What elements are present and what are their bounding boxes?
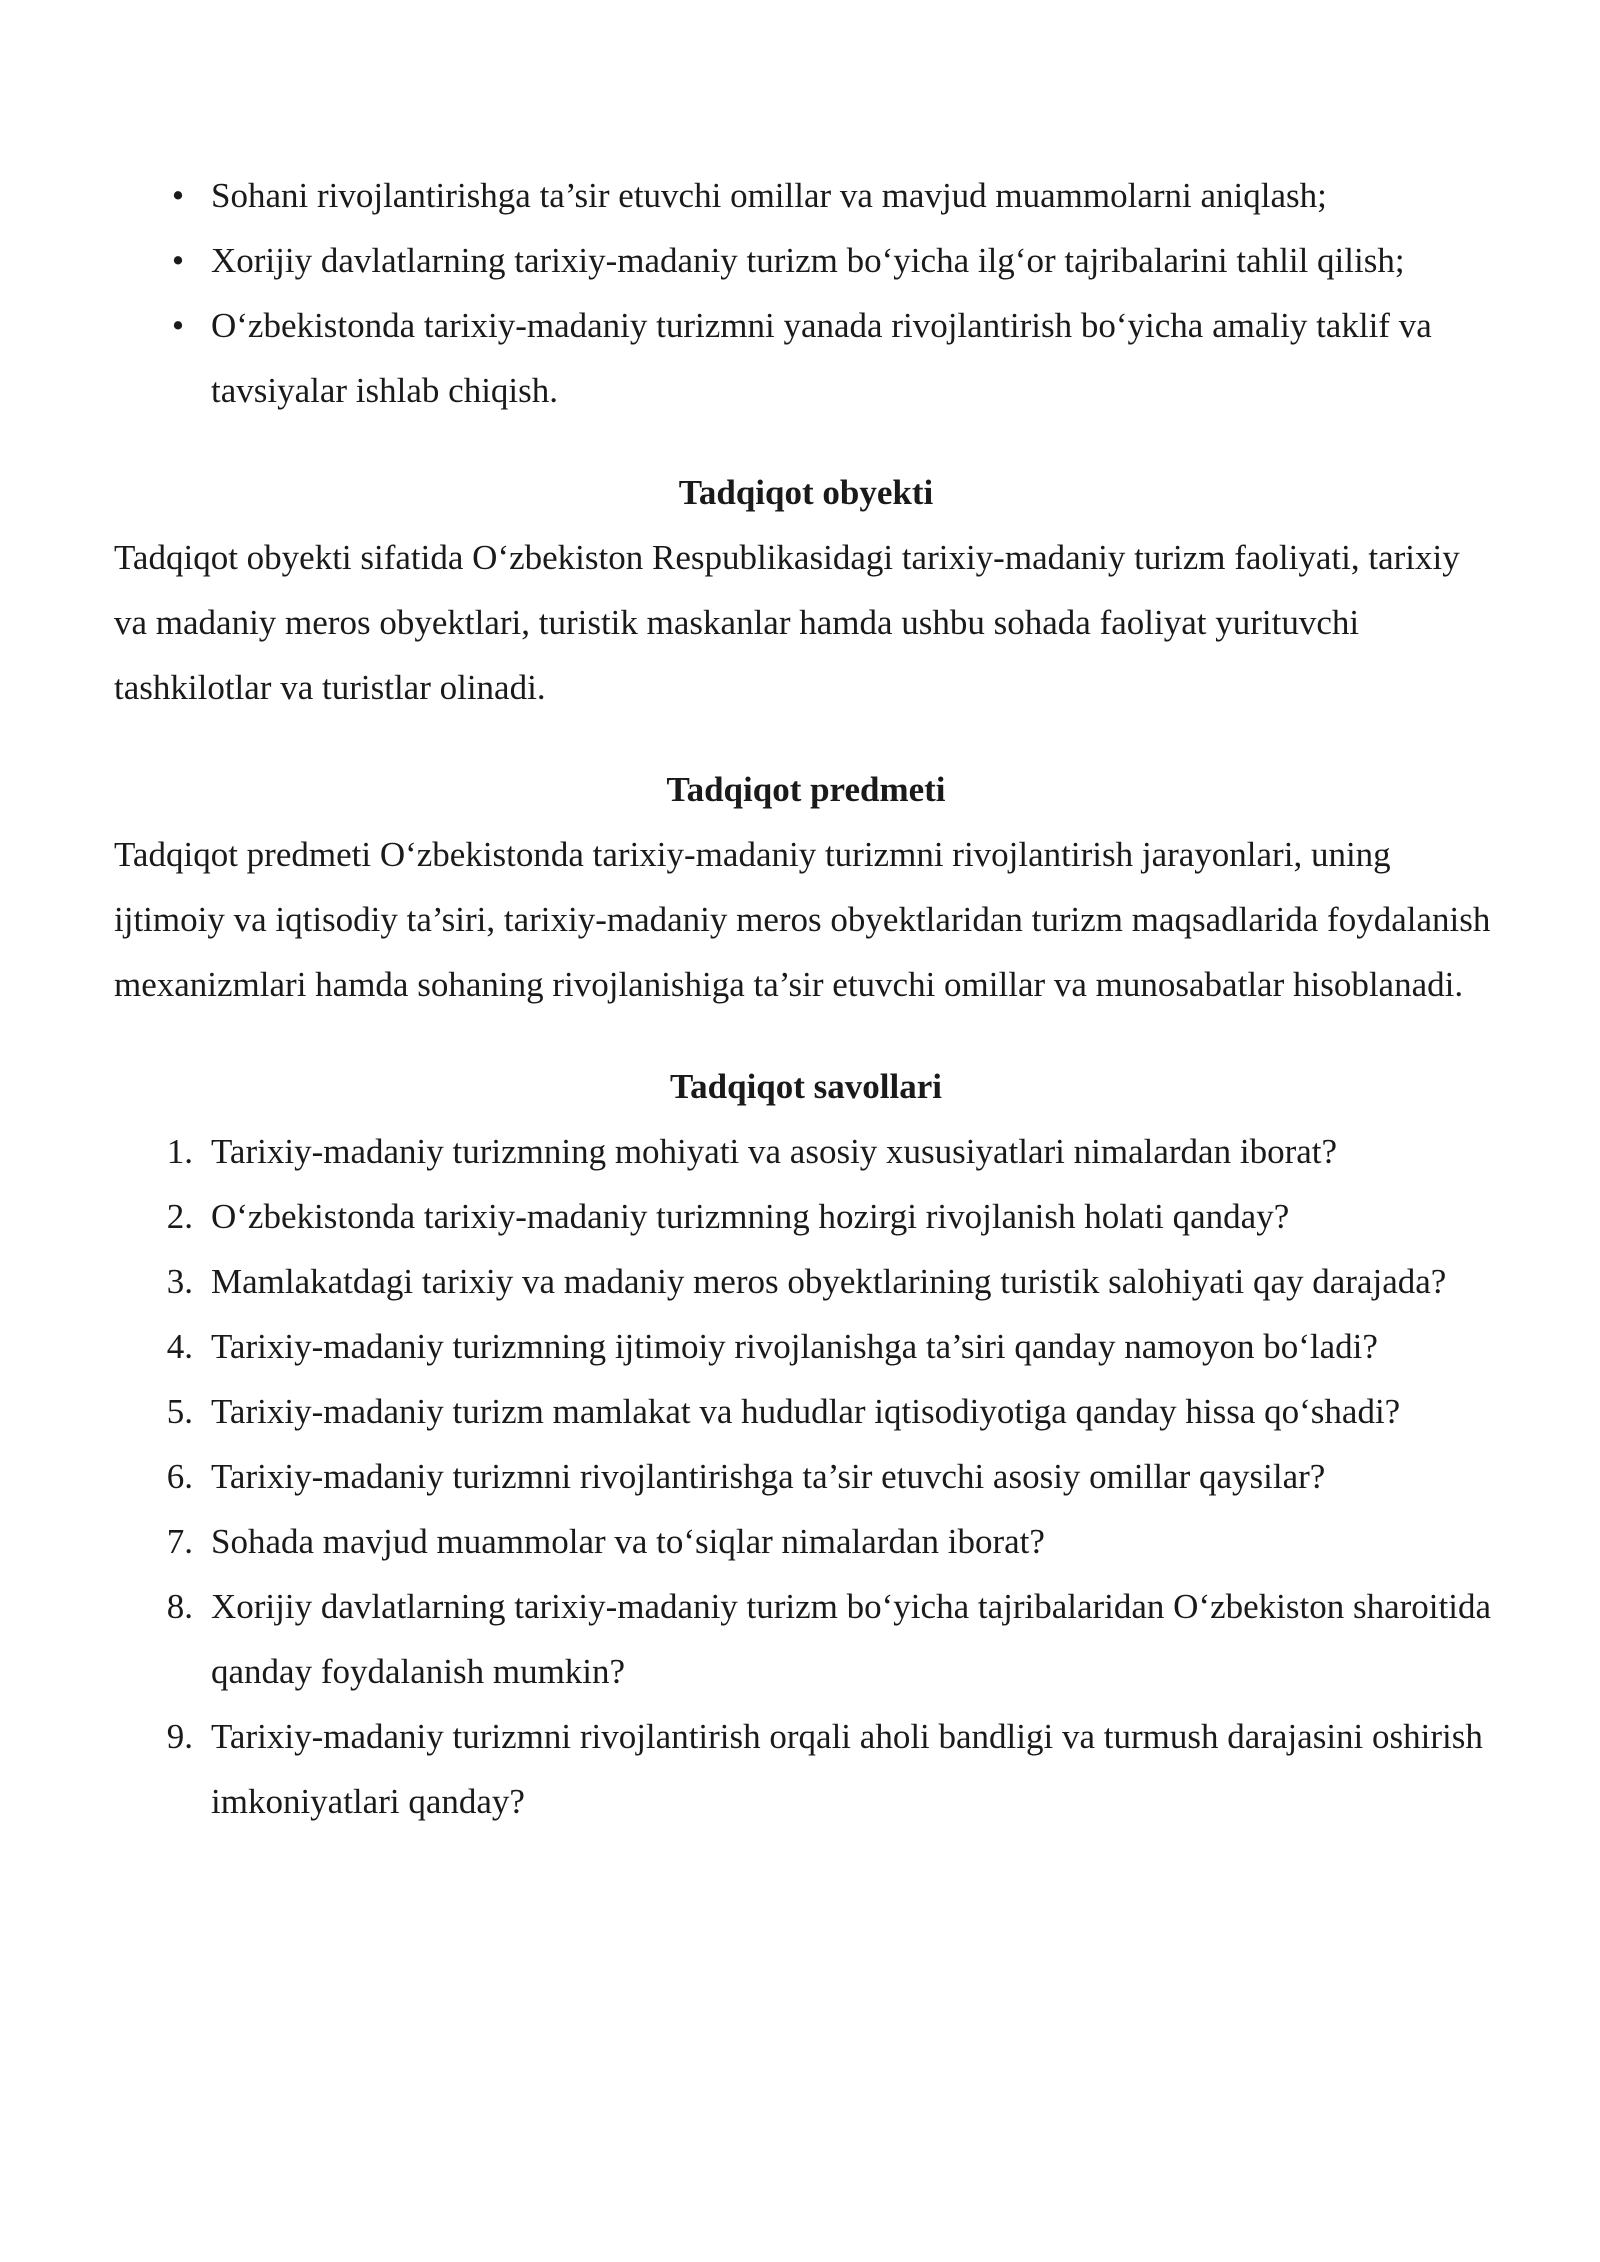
paragraph-obyekti: Tadqiqot obyekti sifatida O‘zbekiston Respublikasidagi tarixiy-madaniy turizm faoliyati, tarixiy va madaniy meros obyektlari, turistik maskanlar hamda ushbu sohada faoliyat yurituvchi tashkilotlar va turistlar olinadi. [114, 538, 1460, 707]
question-text: Tarixiy-madaniy turizm mamlakat va hududlar iqtisodiyotiga qanday hissa qo‘shadi? [211, 1392, 1401, 1431]
objectives-bullet-list [114, 163, 1498, 423]
question-text: Tarixiy-madaniy turizmning mohiyati va asosiy xususiyatlari nimalardan iborat? [211, 1132, 1338, 1171]
bullet-item [114, 228, 1498, 293]
question-number: 6. [166, 1457, 193, 1496]
question-item [114, 1379, 1498, 1444]
question-text: Xorijiy davlatlarning tarixiy-madaniy turizm bo‘yicha tajribalaridan O‘zbekiston sharoitida qanday foydalanish mumkin? [211, 1587, 1492, 1691]
question-text: Mamlakatdagi tarixiy va madaniy meros obyektlarining turistik salohiyati qay darajada? [211, 1262, 1447, 1301]
question-number: 9. [166, 1717, 193, 1756]
question-item [114, 1574, 1498, 1704]
question-item [114, 1509, 1498, 1574]
question-item [114, 1704, 1498, 1834]
question-number: 7. [166, 1522, 193, 1561]
question-number: 5. [166, 1392, 193, 1431]
research-questions-list [114, 1119, 1498, 1834]
section-heading-obyekti: Tadqiqot obyekti [678, 473, 934, 512]
bullet-text: O‘zbekistonda tarixiy-madaniy turizmni yanada rivojlantirish bo‘yicha amaliy taklif va tavsiyalar ishlab chiqish. [211, 306, 1432, 410]
question-item [114, 1184, 1498, 1249]
question-number: 8. [166, 1587, 193, 1626]
bullet-text: Xorijiy davlatlarning tarixiy-madaniy turizm bo‘yicha ilg‘or tajribalarini tahlil qilish; [211, 241, 1405, 280]
question-number: 3. [166, 1262, 193, 1301]
question-text: Tarixiy-madaniy turizmni rivojlantirishga ta’sir etuvchi asosiy omillar qaysilar? [211, 1457, 1326, 1496]
question-item [114, 1444, 1498, 1509]
question-number: 1. [166, 1132, 193, 1171]
question-item [114, 1314, 1498, 1379]
question-number: 2. [166, 1197, 193, 1236]
question-item [114, 1249, 1498, 1314]
bullet-marker: • [171, 241, 185, 280]
question-item [114, 1119, 1498, 1184]
bullet-marker: • [171, 176, 185, 215]
bullet-marker: • [171, 306, 185, 345]
bullet-text: Sohani rivojlantirishga ta’sir etuvchi omillar va mavjud muammolarni aniqlash; [211, 176, 1327, 215]
question-number: 4. [166, 1327, 193, 1366]
question-text: Tarixiy-madaniy turizmning ijtimoiy rivojlanishga ta’siri qanday namoyon bo‘ladi? [211, 1327, 1378, 1366]
question-text: Sohada mavjud muammolar va to‘siqlar nimalardan iborat? [211, 1522, 1045, 1561]
bullet-item [114, 293, 1498, 423]
page-content [114, 163, 1498, 1834]
paragraph-predmeti: Tadqiqot predmeti O‘zbekistonda tarixiy-madaniy turizmni rivojlantirish jarayonlari, uning ijtimoiy va iqtisodiy ta’siri, tarixiy-madaniy meros obyektlaridan turizm maqsadlarida foydalanish mexanizmlari hamda sohaning rivojlanishiga ta’sir etuvchi omillar va munosabatlar hisoblanadi. [114, 835, 1491, 1004]
section-heading-savollari: Tadqiqot savollari [670, 1067, 942, 1106]
bullet-item [114, 163, 1498, 228]
section-heading-predmeti: Tadqiqot predmeti [666, 770, 946, 809]
question-text: Tarixiy-madaniy turizmni rivojlantirish orqali aholi bandligi va turmush darajasini oshirish imkoniyatlari qanday? [211, 1717, 1483, 1821]
question-text: O‘zbekistonda tarixiy-madaniy turizmning hozirgi rivojlanish holati qanday? [211, 1197, 1290, 1236]
